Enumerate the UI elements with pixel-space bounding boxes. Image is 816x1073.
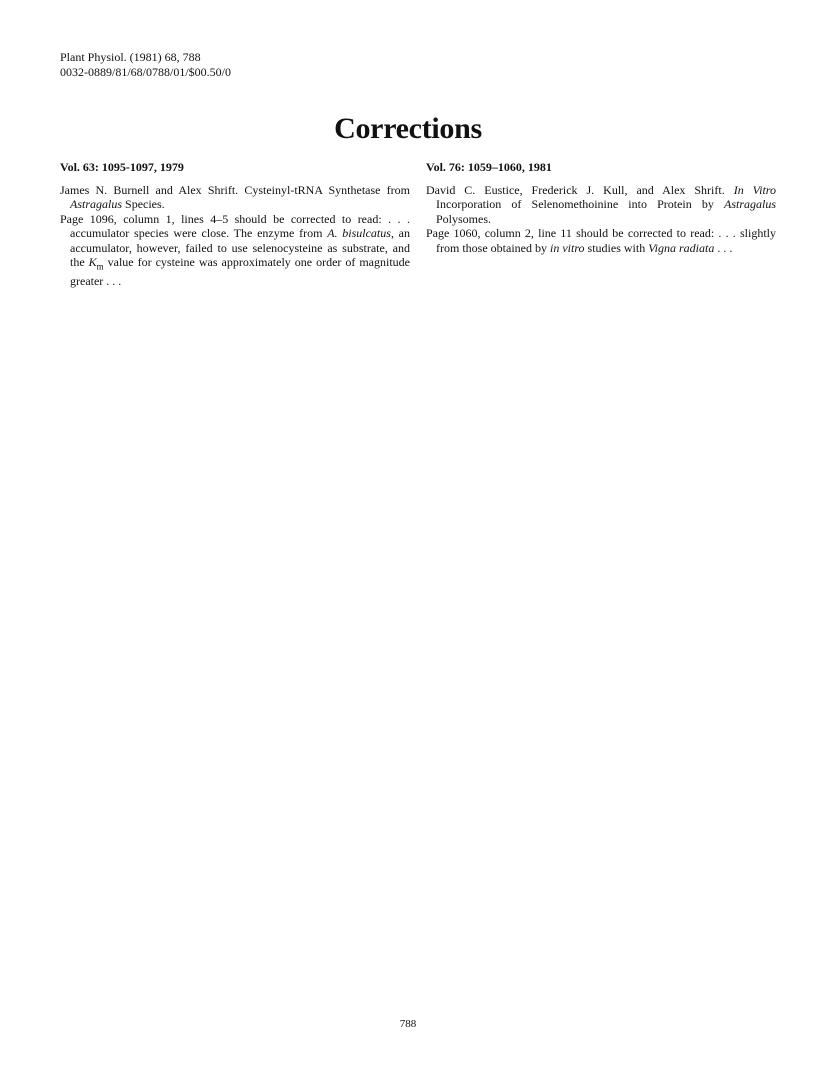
correction-italic: in vitro [549, 240, 585, 255]
citation-end: Species. [122, 197, 165, 211]
citation-paragraph [60, 183, 410, 212]
correction-text: . . . [714, 240, 733, 255]
correction-italic: A. bisulcatus [327, 226, 391, 240]
correction-italic: Vigna radiata [648, 240, 715, 255]
citation-italic: In Vitro [733, 182, 777, 197]
journal-header [60, 50, 231, 80]
right-column [426, 160, 776, 255]
page-title: Corrections [334, 112, 482, 145]
correction-paragraph [60, 212, 410, 289]
citation-authors: David C. Eustice, Frederick J. Kull, and Alex Shrift. [426, 182, 734, 197]
correction-text: Page 1096, column 1, lines 4–5 should be corrected to read: . . . accumulator species were close. The enzyme from [60, 211, 410, 240]
citation-authors: James N. Burnell and Alex Shrift. Cysteinyl-tRNA Synthetase from [60, 182, 410, 197]
citation-middle: Incorporation of Selenomethoinine into Protein by [436, 197, 724, 211]
volume-heading: Vol. 76: 1059–1060, 1981 [426, 160, 552, 174]
correction-text: , an accumulator, however, failed to use selenocysteine as substrate, and the [70, 226, 411, 269]
km-symbol: K [88, 255, 97, 269]
km-subscript: m [96, 261, 104, 272]
volume-heading: Vol. 63: 1095-1097, 1979 [60, 160, 184, 174]
citation-paragraph [426, 183, 776, 227]
left-column [60, 160, 410, 288]
page-number: 788 [399, 1018, 417, 1030]
correction-text: Page 1060, column 2, line 11 should be corrected to read: . . . slightly from those obtained by [426, 226, 776, 255]
correction-text: studies with [584, 240, 649, 255]
journal-citation: Plant Physiol. (1981) 68, 788 [60, 50, 201, 64]
journal-code: 0032-0889/81/68/0788/01/$00.50/0 [60, 65, 231, 79]
citation-end: Polysomes. [436, 211, 492, 226]
correction-text: value for cysteine was approximately one order of magnitude greater . . . [70, 255, 410, 288]
citation-italic: Astragalus [723, 197, 776, 211]
citation-italic: Astragalus [70, 197, 123, 211]
correction-paragraph [426, 226, 776, 255]
